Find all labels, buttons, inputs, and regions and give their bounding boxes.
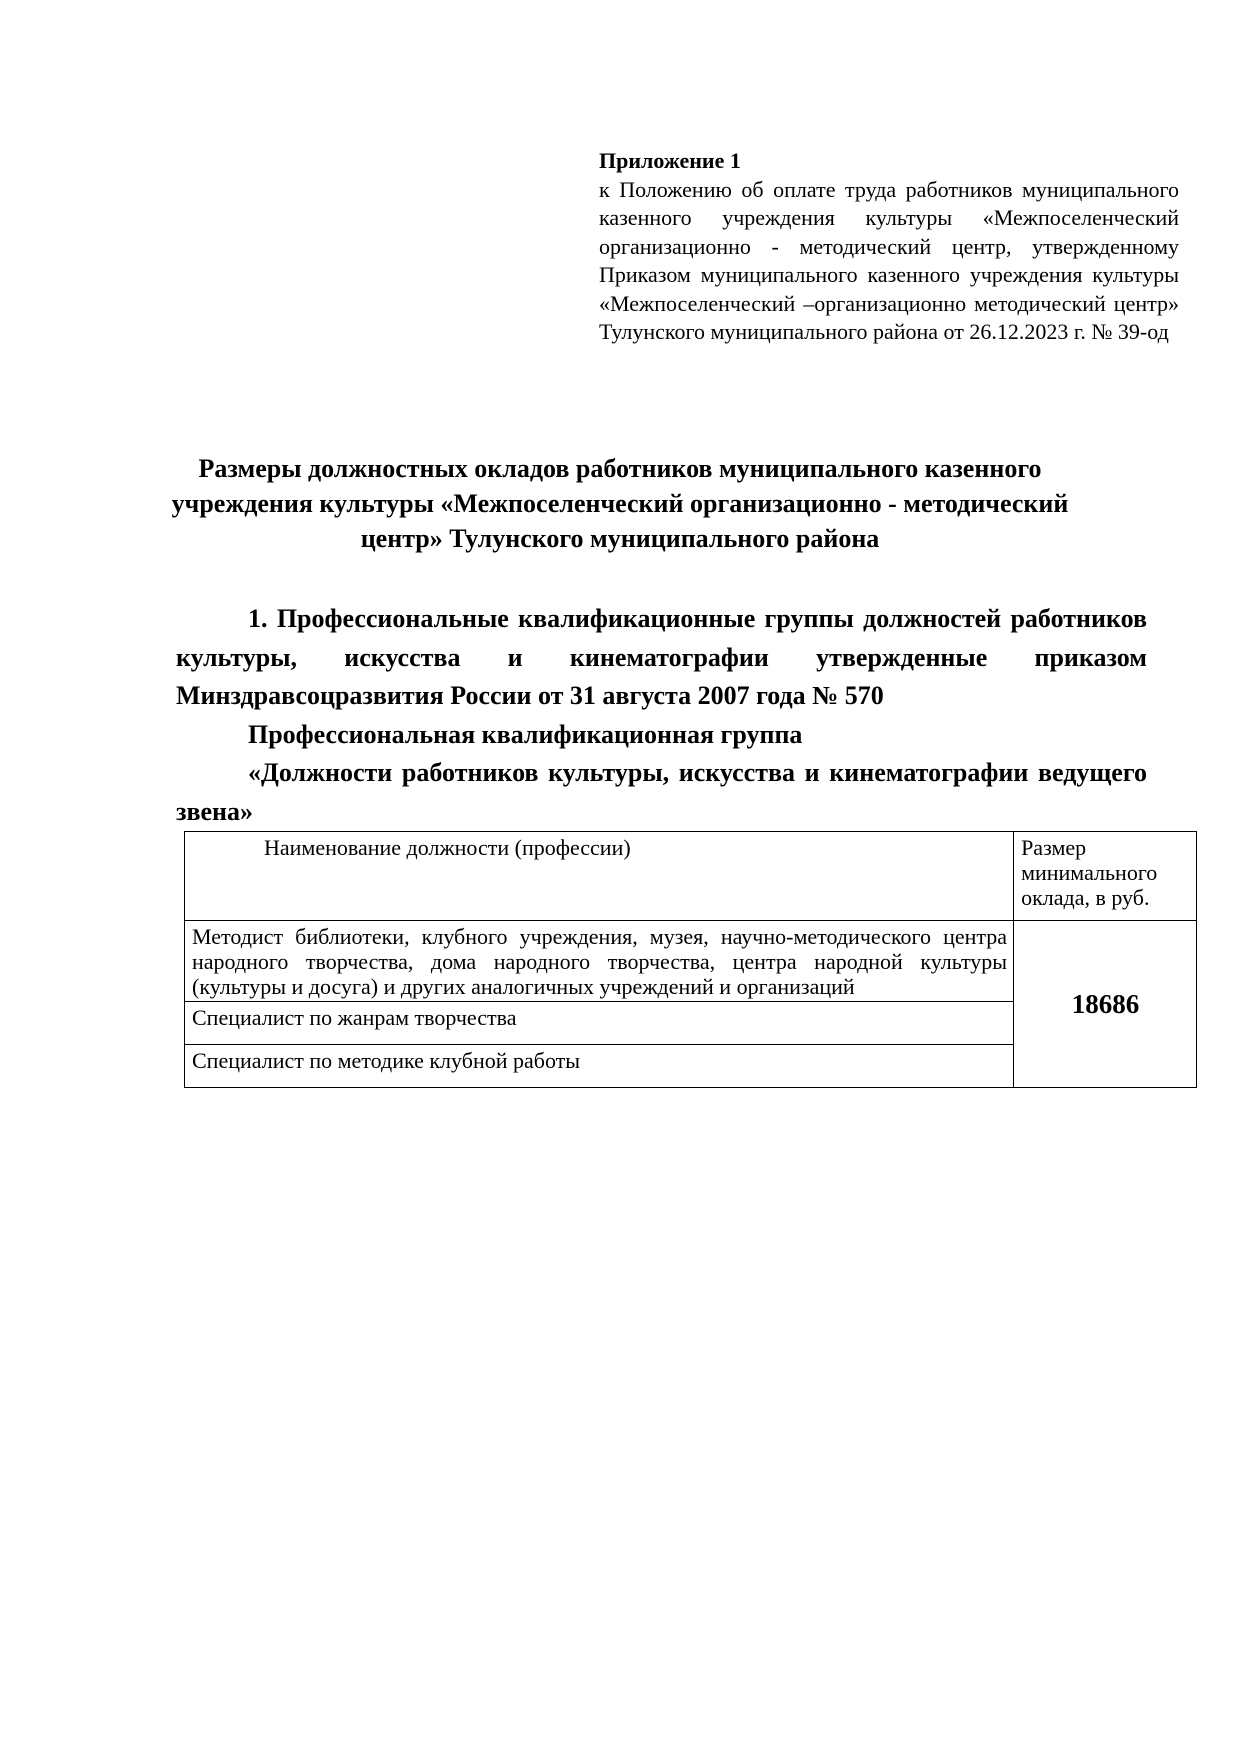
salary-column-header: Размер минимального оклада, в руб. [1014, 832, 1197, 921]
appendix-block [599, 147, 1179, 347]
position-cell: Специалист по методике клубной работы [185, 1045, 1014, 1088]
appendix-heading: Приложение 1 [599, 148, 741, 173]
table-header-row [185, 832, 1197, 921]
qualification-group-label: Профессиональная квалификационная группа [248, 719, 803, 749]
section-heading: 1. Профессиональные квалификационные группы должностей работников культуры, искусства и кинематографии утвержденные приказом Минздравсоцразвития России от 31 августа 2007 года № 570 [176, 604, 1147, 710]
section-block [176, 600, 1147, 831]
qualification-group-name: «Должности работников культуры, искусства и кинематографии ведущего звена» [176, 758, 1147, 826]
position-column-header: Наименование должности (профессии) [185, 832, 1014, 921]
table-row [185, 921, 1197, 1002]
document-title: Размеры должностных окладов работников муниципального казенного учреждения культуры «Межпоселенческий организационно - методический центр» Тулунского муниципального района [171, 454, 1069, 553]
appendix-reference: к Положению об оплате труда работников муниципального казенного учреждения культуры «Межпоселенческий организационно - методический центр, утвержденному Приказом муниципального казенного учреждения культуры «Межпоселенческий –организационно методический центр» Тулунского муниципального района от 26.12.2023 г. № 39-од [599, 176, 1179, 344]
position-cell: Специалист по жанрам творчества [185, 1002, 1014, 1045]
salary-amount-cell: 18686 [1014, 921, 1197, 1088]
salary-table [184, 831, 1197, 1088]
position-cell: Методист библиотеки, клубного учреждения, музея, научно-методического центра народного творчества, дома народного творчества, центра народной культуры (культуры и досуга) и других аналогичных учреждений и организаций [185, 921, 1014, 1002]
